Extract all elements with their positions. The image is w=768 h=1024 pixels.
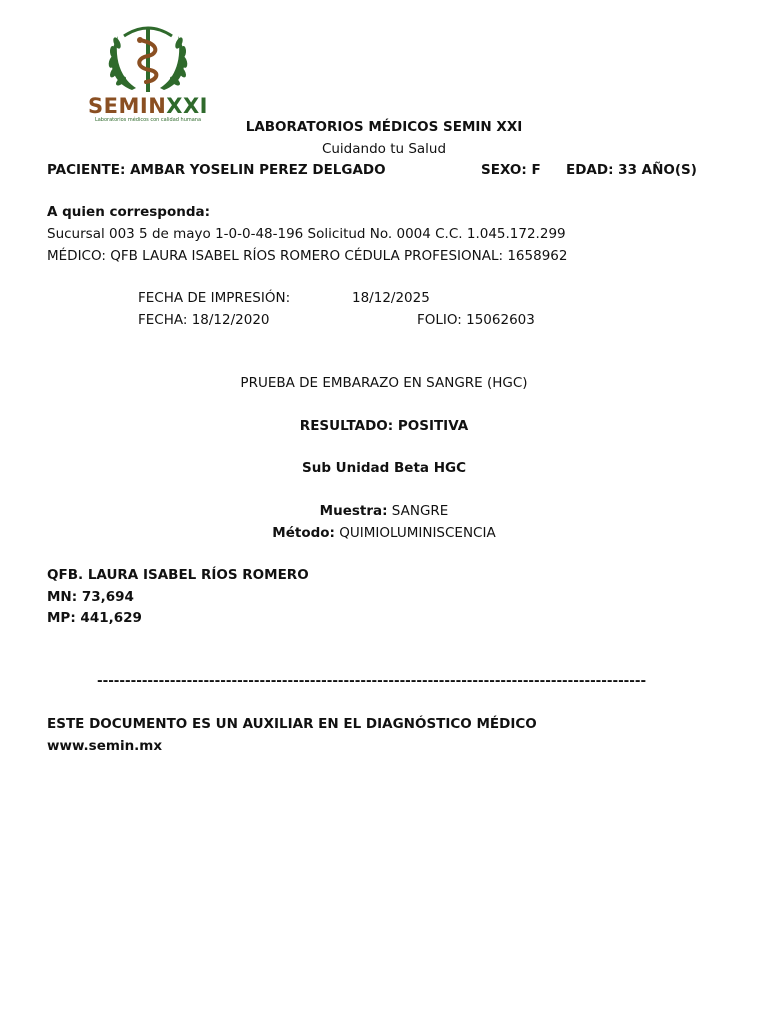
method-line — [0, 525, 768, 541]
method-label: Método: — [272, 525, 335, 541]
signer-name: QFB. LAURA ISABEL RÍOS ROMERO — [47, 567, 309, 583]
doctor-line: MÉDICO: QFB LAURA ISABEL RÍOS ROMERO CÉDULA PROFESIONAL: 1658962 — [47, 248, 568, 264]
test-name: PRUEBA DE EMBARAZO EN SANGRE (HGC) — [240, 375, 528, 391]
folio: FOLIO: 15062603 — [417, 312, 535, 328]
lab-logo — [88, 22, 208, 128]
sample-line — [0, 503, 768, 519]
caduceus-laurel-icon — [88, 22, 208, 98]
test-subunit: Sub Unidad Beta HGC — [301, 460, 467, 476]
signer-mn: MN: 73,694 — [47, 589, 134, 605]
sample-date: FECHA: 18/12/2020 — [138, 312, 270, 328]
addressee: A quien corresponda: — [47, 204, 211, 220]
method-value: QUIMIOLUMINISCENCIA — [334, 525, 496, 541]
logo-word-semin: SEMIN — [88, 94, 167, 118]
test-result: RESULTADO: POSITIVA — [299, 418, 469, 434]
patient-sex: SEXO: F — [481, 162, 541, 178]
lab-slogan: Cuidando tu Salud — [321, 141, 447, 157]
logo-tagline: Laboratorios médicos con calidad humana — [94, 117, 202, 123]
branch-line: Sucursal 003 5 de mayo 1-0-0-48-196 Solicitud No. 0004 C.C. 1.045.172.299 — [47, 226, 566, 242]
signer-mp: MP: 441,629 — [47, 610, 142, 626]
print-date-value: 18/12/2025 — [352, 290, 430, 306]
sample-value: SANGRE — [387, 503, 449, 519]
website-link[interactable]: www.semin.mx — [47, 738, 163, 754]
patient-age: EDAD: 33 AÑO(S) — [566, 162, 697, 178]
print-date-label: FECHA DE IMPRESIÓN: — [138, 290, 291, 306]
lab-name: LABORATORIOS MÉDICOS SEMIN XXI — [245, 119, 523, 135]
disclaimer: ESTE DOCUMENTO ES UN AUXILIAR EN EL DIAGNÓSTICO MÉDICO — [47, 716, 537, 732]
sample-label: Muestra: — [319, 503, 388, 519]
patient-name: PACIENTE: AMBAR YOSELIN PEREZ DELGADO — [47, 162, 386, 178]
logo-wordmark — [88, 96, 208, 117]
separator: -------------------------------------------------------------------------------------------------- — [97, 673, 647, 689]
logo-word-xxi: XXI — [166, 94, 208, 118]
